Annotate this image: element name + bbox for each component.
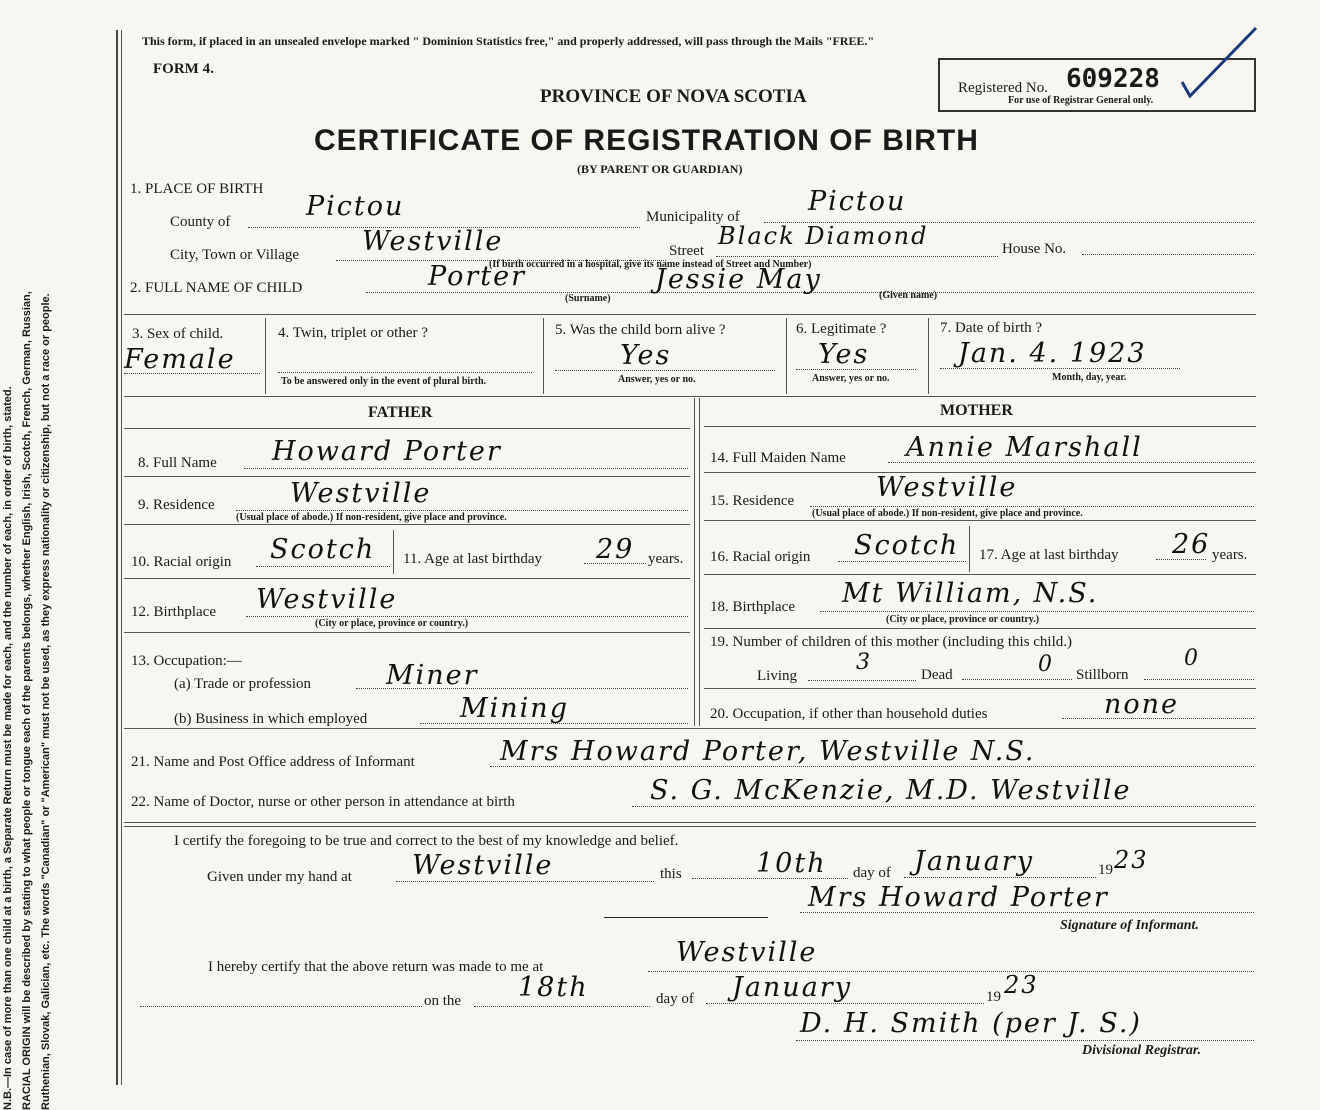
rule-certification-top-2: [124, 826, 1256, 827]
rule-parents-top: [124, 396, 1256, 397]
city-value: Westville: [362, 226, 504, 257]
house-no-label: House No.: [1002, 241, 1067, 257]
street-value: Black Diamond: [718, 222, 929, 250]
date-of-birth-value: Jan. 4. 1923: [958, 338, 1147, 369]
sex-label: 3. Sex of child.: [132, 326, 224, 342]
mother-name-label: 14. Full Maiden Name: [710, 450, 846, 466]
registrar-signature-line: [796, 1040, 1254, 1041]
city-label: City, Town or Village: [170, 247, 300, 263]
father-race-age-divider: [393, 530, 394, 574]
legitimate-value: Yes: [818, 339, 870, 370]
registrar-place-value: Westville: [676, 937, 818, 968]
born-alive-label: 5. Was the child born alive ?: [555, 322, 726, 338]
father-name-value: Howard Porter: [272, 436, 502, 467]
province-heading: PROVINCE OF NOVA SCOTIA: [540, 86, 807, 107]
registrar-day-value: 18th: [518, 972, 589, 1003]
father-name-label: 8. Full Name: [138, 455, 217, 471]
divider-5-6: [786, 318, 787, 394]
registrar-use-note: For use of Registrar General only.: [1008, 95, 1154, 106]
father-birthplace-line: [246, 616, 688, 617]
mother-birthplace-note: (City or place, province or country.): [886, 614, 1040, 625]
rule-certification-top: [124, 822, 1256, 823]
stillborn-line: [1144, 679, 1254, 680]
registrar-month-value: January: [732, 972, 852, 1003]
born-alive-value: Yes: [620, 340, 672, 371]
child-name-label: 2. FULL NAME OF CHILD: [130, 280, 303, 296]
divider-4-5: [543, 318, 544, 394]
dead-label: Dead: [921, 667, 953, 683]
mother-race-value: Scotch: [854, 530, 960, 561]
mother-years-label: years.: [1212, 547, 1248, 563]
divider-father-mother-2: [699, 398, 700, 726]
stillborn-label: Stillborn: [1076, 667, 1129, 683]
given-name-caption: (Given name): [879, 290, 938, 301]
father-race-value: Scotch: [270, 534, 376, 565]
legitimate-label: 6. Legitimate ?: [796, 321, 887, 337]
father-birthplace-note: (City or place, province or country.): [315, 618, 469, 629]
born-alive-note: Answer, yes or no.: [618, 374, 696, 385]
rule-top-row: [124, 314, 1256, 315]
father-residence-label: 9. Residence: [138, 497, 215, 513]
trade-value: Miner: [386, 660, 479, 691]
checkmark-icon: [1180, 24, 1260, 104]
house-no-line: [1082, 254, 1254, 255]
legitimate-note: Answer, yes or no.: [812, 373, 890, 384]
certificate-title: CERTIFICATE OF REGISTRATION OF BIRTH: [314, 124, 979, 157]
cert-month-line: [904, 877, 1096, 878]
father-rule-4: [124, 578, 690, 579]
doctor-value: S. G. McKenzie, M.D. Westville: [650, 775, 1132, 806]
father-heading: FATHER: [368, 404, 433, 421]
county-value: Pictou: [306, 191, 405, 222]
child-given-name-value: Jessie May: [655, 264, 822, 295]
signature-rule-short: [604, 917, 768, 918]
mother-rule-1: [704, 426, 1256, 427]
mother-rule-5: [704, 628, 1256, 629]
mother-race-label: 16. Racial origin: [710, 549, 811, 565]
registered-label: Registered No.: [958, 80, 1048, 96]
informant-signature-caption: Signature of Informant.: [1060, 918, 1199, 933]
divider-father-mother: [694, 398, 695, 726]
mother-birthplace-line: [820, 611, 1254, 612]
mother-birthplace-value: Mt William, N.S.: [842, 578, 1099, 609]
margin-note-multiple-births: N.B.—In case of more than one child at a birth, a Separate Return must be made for each, and the number of each, in order of birth, stated.: [2, 386, 14, 1110]
father-birthplace-label: 12. Birthplace: [131, 604, 216, 620]
margin-note-racial-origin: RACIAL ORIGIN will be described by stating to what people or tongue each of the parents belongs, whether English, Irish, Scotch, French, German, Russian,: [21, 291, 33, 1110]
rule-informant-top: [124, 728, 1256, 729]
registered-number: 609228: [1066, 64, 1160, 94]
margin-note-racial-origin-cont: Ruthenian, Slovak, Galician, etc. The words "Canadian" or "American" must not be used, as they express nationality or citizenship, but not a race or people.: [40, 293, 52, 1110]
cert-year-value: 23: [1114, 846, 1149, 874]
divider-6-7: [928, 318, 929, 394]
father-residence-line: [236, 510, 688, 511]
registrar-statement: I hereby certify that the above return was made to me at: [208, 959, 544, 975]
trade-label: (a) Trade or profession: [174, 676, 312, 692]
mail-notice: This form, if placed in an unsealed envelope marked " Dominion Statistics free," and properly addressed, will pass through the Mails "FREE.": [142, 34, 875, 48]
doctor-line: [632, 806, 1254, 807]
divider-3-4: [265, 318, 266, 394]
living-value: 3: [856, 650, 872, 675]
cert-day-of-label: day of: [853, 865, 891, 881]
father-rule-5: [124, 632, 690, 633]
cert-year-prefix: 19: [1098, 862, 1113, 878]
registrar-year-value: 23: [1004, 971, 1039, 999]
binding-margin-line-inner: [121, 30, 122, 1085]
date-of-birth-note: Month, day, year.: [1052, 372, 1127, 383]
municipality-value: Pictou: [808, 186, 907, 217]
margin-notes: [0, 50, 80, 1110]
mother-age-label: 17. Age at last birthday: [979, 547, 1119, 563]
dead-line: [962, 679, 1072, 680]
children-count-label: 19. Number of children of this mother (including this child.): [710, 634, 1073, 650]
registrar-lead-line: [140, 1006, 422, 1007]
dead-value: 0: [1038, 652, 1054, 677]
street-line: [716, 256, 998, 257]
surname-caption: (Surname): [565, 293, 611, 304]
father-rule-3: [124, 524, 690, 525]
registrar-signature: D. H. Smith (per J. S.): [800, 1008, 1142, 1039]
registrar-year-prefix: 19: [986, 989, 1001, 1005]
father-age-value: 29: [596, 534, 635, 565]
twin-line: [278, 372, 532, 373]
registrar-day-of-label: day of: [656, 991, 694, 1007]
certificate-subtitle: (BY PARENT OR GUARDIAN): [577, 162, 743, 176]
mother-race-age-divider: [969, 526, 970, 572]
form-number: FORM 4.: [153, 61, 214, 77]
child-surname-value: Porter: [428, 261, 526, 292]
binding-margin-line: [116, 30, 118, 1085]
father-race-line: [256, 566, 390, 567]
given-place-line: [396, 881, 654, 882]
this-label: this: [660, 866, 682, 882]
mother-residence-label: 15. Residence: [710, 493, 795, 509]
living-line: [808, 680, 916, 681]
registrar-day-line: [474, 1006, 650, 1007]
sex-value: Female: [124, 344, 236, 375]
mother-occupation-value: none: [1104, 689, 1180, 720]
cert-month-value: January: [914, 846, 1034, 877]
mother-residence-note: (Usual place of abode.) If non-resident, give place and province.: [812, 508, 1083, 519]
mother-heading: MOTHER: [940, 402, 1013, 419]
on-the-label: on the: [424, 993, 462, 1009]
mother-birthplace-label: 18. Birthplace: [710, 599, 795, 615]
father-rule-2: [124, 476, 690, 477]
mother-name-value: Annie Marshall: [906, 432, 1143, 463]
informant-label: 21. Name and Post Office address of Informant: [131, 754, 415, 770]
mother-age-value: 26: [1172, 529, 1211, 560]
father-birthplace-value: Westville: [256, 584, 398, 615]
business-label: (b) Business in which employed: [174, 711, 368, 727]
mother-rule-3: [704, 520, 1256, 521]
registrar-signature-caption: Divisional Registrar.: [1082, 1043, 1202, 1058]
street-label: Street: [669, 243, 704, 259]
hospital-note: (If birth occurred in a hospital, give its name instead of Street and Number): [489, 259, 812, 270]
father-years-label: years.: [648, 551, 684, 567]
mother-occupation-label: 20. Occupation, if other than household duties: [710, 706, 988, 722]
father-name-line: [244, 468, 688, 469]
registration-box: [938, 58, 1256, 112]
mother-residence-value: Westville: [876, 472, 1018, 503]
informant-value: Mrs Howard Porter, Westville N.S.: [500, 736, 1036, 767]
county-label: County of: [170, 214, 231, 230]
twin-note: To be answered only in the event of plural birth.: [281, 376, 487, 387]
father-race-label: 10. Racial origin: [131, 554, 232, 570]
father-residence-value: Westville: [290, 478, 432, 509]
twin-label: 4. Twin, triplet or other ?: [278, 325, 428, 341]
father-occupation-label: 13. Occupation:—: [131, 653, 242, 669]
cert-day-value: 10th: [756, 848, 827, 879]
living-label: Living: [757, 668, 797, 684]
father-residence-note: (Usual place of abode.) If non-resident, give place and province.: [236, 512, 507, 523]
date-of-birth-label: 7. Date of birth ?: [940, 320, 1043, 336]
municipality-label: Municipality of: [646, 209, 740, 225]
place-of-birth-label: 1. PLACE OF BIRTH: [130, 181, 264, 197]
doctor-label: 22. Name of Doctor, nurse or other person in attendance at birth: [131, 794, 515, 810]
mother-residence-line: [810, 506, 1254, 507]
stillborn-value: 0: [1184, 646, 1200, 671]
given-under-hand-label: Given under my hand at: [207, 869, 352, 885]
given-place-value: Westville: [412, 850, 554, 881]
mother-race-line: [838, 561, 966, 562]
business-value: Mining: [460, 693, 569, 724]
father-rule-1: [124, 428, 690, 429]
registrar-month-line: [706, 1003, 984, 1004]
certification-statement: I certify the foregoing to be true and correct to the best of my knowledge and belief.: [174, 833, 679, 849]
father-age-label: 11. Age at last birthday: [403, 551, 542, 567]
mother-rule-4: [704, 574, 1256, 575]
informant-signature: Mrs Howard Porter: [808, 882, 1109, 913]
